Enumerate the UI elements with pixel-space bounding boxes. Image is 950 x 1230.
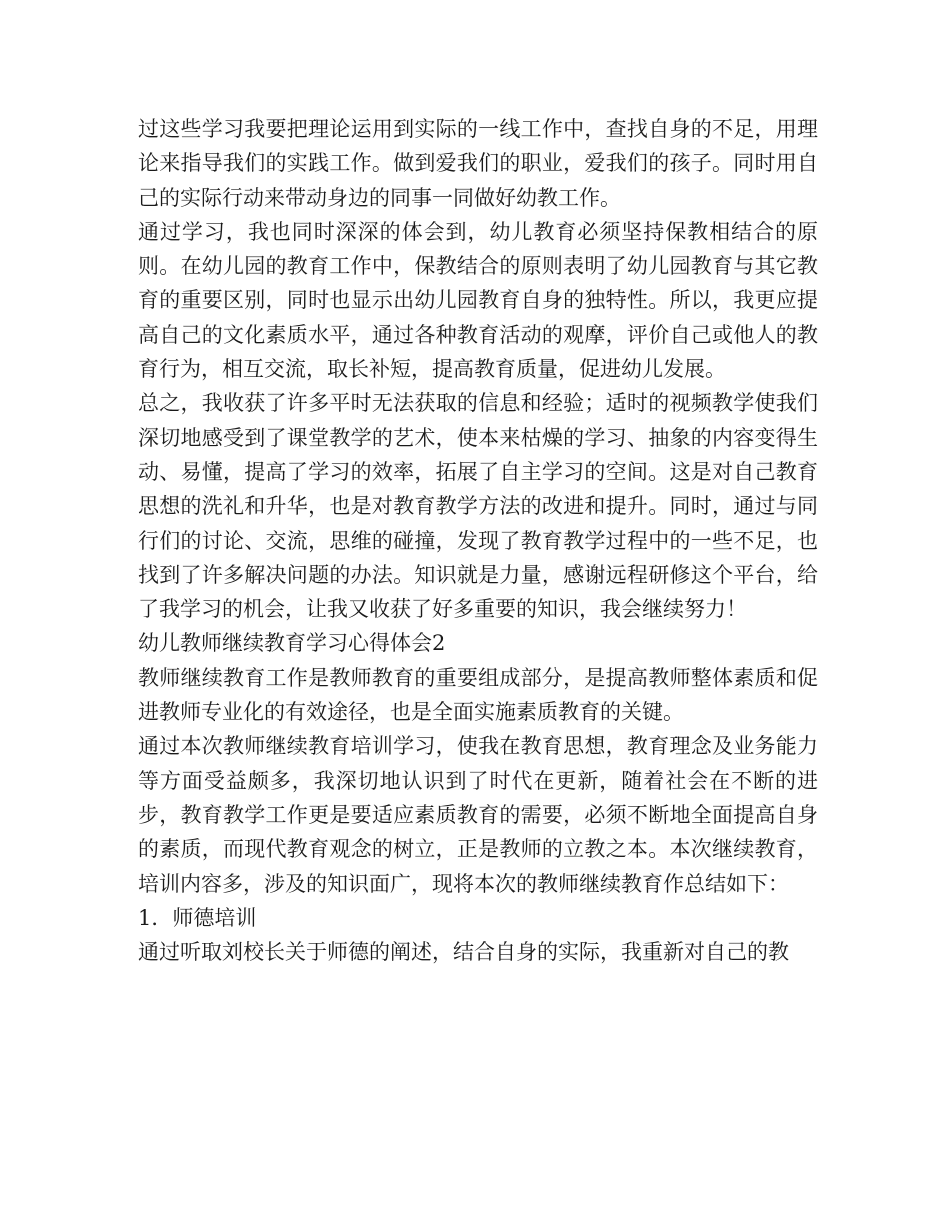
paragraph-1: 过这些学习我要把理论运用到实际的一线工作中，查找自身的不足，用理论来指导我们的实践工作。做到爱我们的职业，爱我们的孩子。同时用自己的实际行动来带动身边的同事一同做好幼教工作。 <box>138 117 818 210</box>
section-heading-2: 幼儿教师继续教育学习心得体会2 <box>138 631 446 656</box>
document-page <box>138 112 818 969</box>
subheading-ethics-training: 1．师德培训 <box>138 905 257 930</box>
paragraph-6: 通过听取刘校长关于师德的阐述，结合自身的实际，我重新对自己的教 <box>138 940 789 965</box>
paragraph-5: 通过本次教师继续教育培训学习，使我在教育思想，教育理念及业务能力等方面受益颇多，我深切地认识到了时代在更新，随着社会在不断的进步，教育教学工作更是要适应素质教育的需要，必须不断地全面提高自身的素质，而现代教育观念的树立，正是教师的立教之本。本次继续教育，培训内容多，涉及的知识面广，现将本次的教师继续教育作总结如下： <box>138 734 818 896</box>
paragraph-3: 总之，我收获了许多平时无法获取的信息和经验；适时的视频教学使我们深切地感受到了课堂教学的艺术，使本来枯燥的学习、抽象的内容变得生动、易懂，提高了学习的效率，拓展了自主学习的空间。这是对自己教育思想的洗礼和升华，也是对教育教学方法的改进和提升。同时，通过与同行们的讨论、交流，思维的碰撞，发现了教育教学过程中的一些不足，也找到了许多解决问题的办法。知识就是力量，感谢远程研修这个平台，给了我学习的机会，让我又收获了好多重要的知识，我会继续努力！ <box>138 391 818 622</box>
paragraph-4: 教师继续教育工作是教师教育的重要组成部分，是提高教师整体素质和促进教师专业化的有效途径，也是全面实施素质教育的关键。 <box>138 665 818 725</box>
paragraph-2: 通过学习，我也同时深深的体会到，幼儿教育必须坚持保教相结合的原则。在幼儿园的教育工作中，保教结合的原则表明了幼儿园教育与其它教育的重要区别，同时也显示出幼儿园教育自身的独特性。所以，我更应提高自己的文化素质水平，通过各种教育活动的观摩，评价自己或他人的教育行为，相互交流，取长补短，提高教育质量，促进幼儿发展。 <box>138 219 818 382</box>
